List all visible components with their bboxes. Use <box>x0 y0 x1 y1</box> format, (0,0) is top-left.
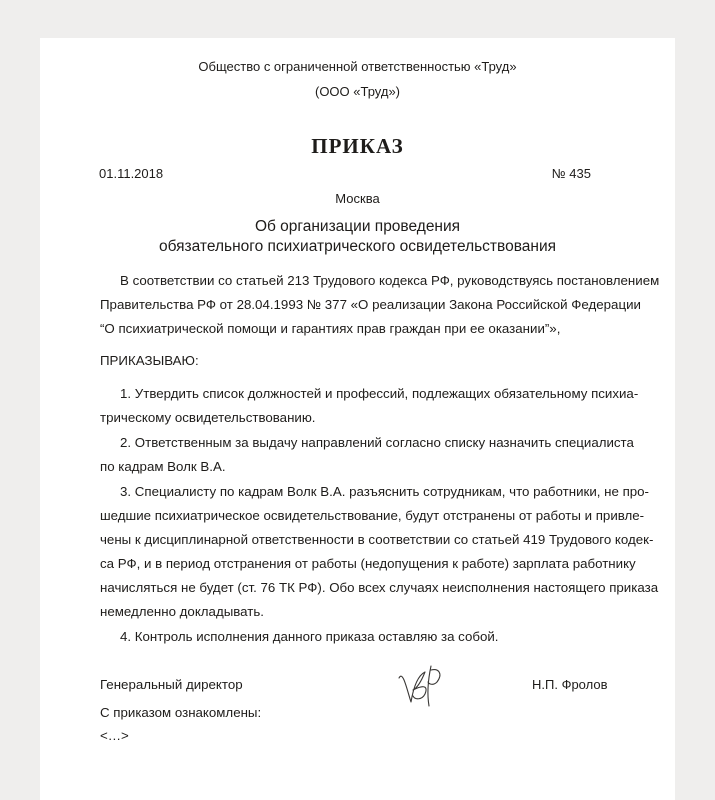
item-2-line: 2. Ответственным за выдачу направлений согласно списку назначить специалиста <box>120 435 634 450</box>
preamble-line: В соответствии со статьей 213 Трудового кодекса РФ, руководствуясь постановлением <box>120 273 660 288</box>
item-3-line: 3. Специалисту по кадрам Волк В.А. разъяснить сотрудникам, что работники, не про- <box>120 484 649 499</box>
document-date: 01.11.2018 <box>99 166 164 181</box>
item-3-line: чены к дисциплинарной ответственности в соответствии со статьей 419 Трудового кодек- <box>100 532 654 547</box>
signature-position: Генеральный директор <box>100 677 243 692</box>
subject-line-2: обязательного психиатрического освидетельствования <box>158 238 557 255</box>
document-city: Москва <box>335 191 380 206</box>
preamble-line: “О психиатрической помощи и гарантиях прав граждан при ее оказании”», <box>100 321 561 336</box>
acquainted-label: С приказом ознакомлены: <box>100 705 262 720</box>
item-3-line: шедшие психиатрическое освидетельствование, будут отстранены от работы и привле- <box>100 508 645 523</box>
org-full-name: Общество с ограниченной ответственностью «Труд» <box>198 59 517 74</box>
order-word: ПРИКАЗЫВАЮ: <box>100 353 199 368</box>
document-page <box>40 38 675 800</box>
item-3-line: немедленно докладывать. <box>100 604 264 619</box>
preamble-line: Правительства РФ от 28.04.1993 № 377 «О реализации Закона Российской Федерации <box>100 297 641 312</box>
document-title: ПРИКАЗ <box>311 134 404 158</box>
item-4-line: 4. Контроль исполнения данного приказа оставляю за собой. <box>120 629 499 644</box>
subject-line-1: Об организации проведения <box>254 218 461 235</box>
item-2-line: по кадрам Волк В.А. <box>100 459 226 474</box>
document-number: № 435 <box>551 166 591 181</box>
signature-mark <box>395 660 450 710</box>
item-3-line: са РФ, и в период отстранения от работы (недопущения к работе) зарплата работнику <box>100 556 636 571</box>
org-short-name: (ООО «Труд») <box>314 84 400 99</box>
item-1-line: 1. Утвердить список должностей и профессий, подлежащих обязательному психиа- <box>120 386 639 401</box>
item-3-line: начисляться не будет (ст. 76 ТК РФ). Обо всех случаях неисполнения настоящего приказа <box>100 580 659 595</box>
acquainted-placeholder: <…> <box>100 728 129 743</box>
item-1-line: трическому освидетельствованию. <box>100 410 316 425</box>
signature-name: Н.П. Фролов <box>532 677 608 692</box>
